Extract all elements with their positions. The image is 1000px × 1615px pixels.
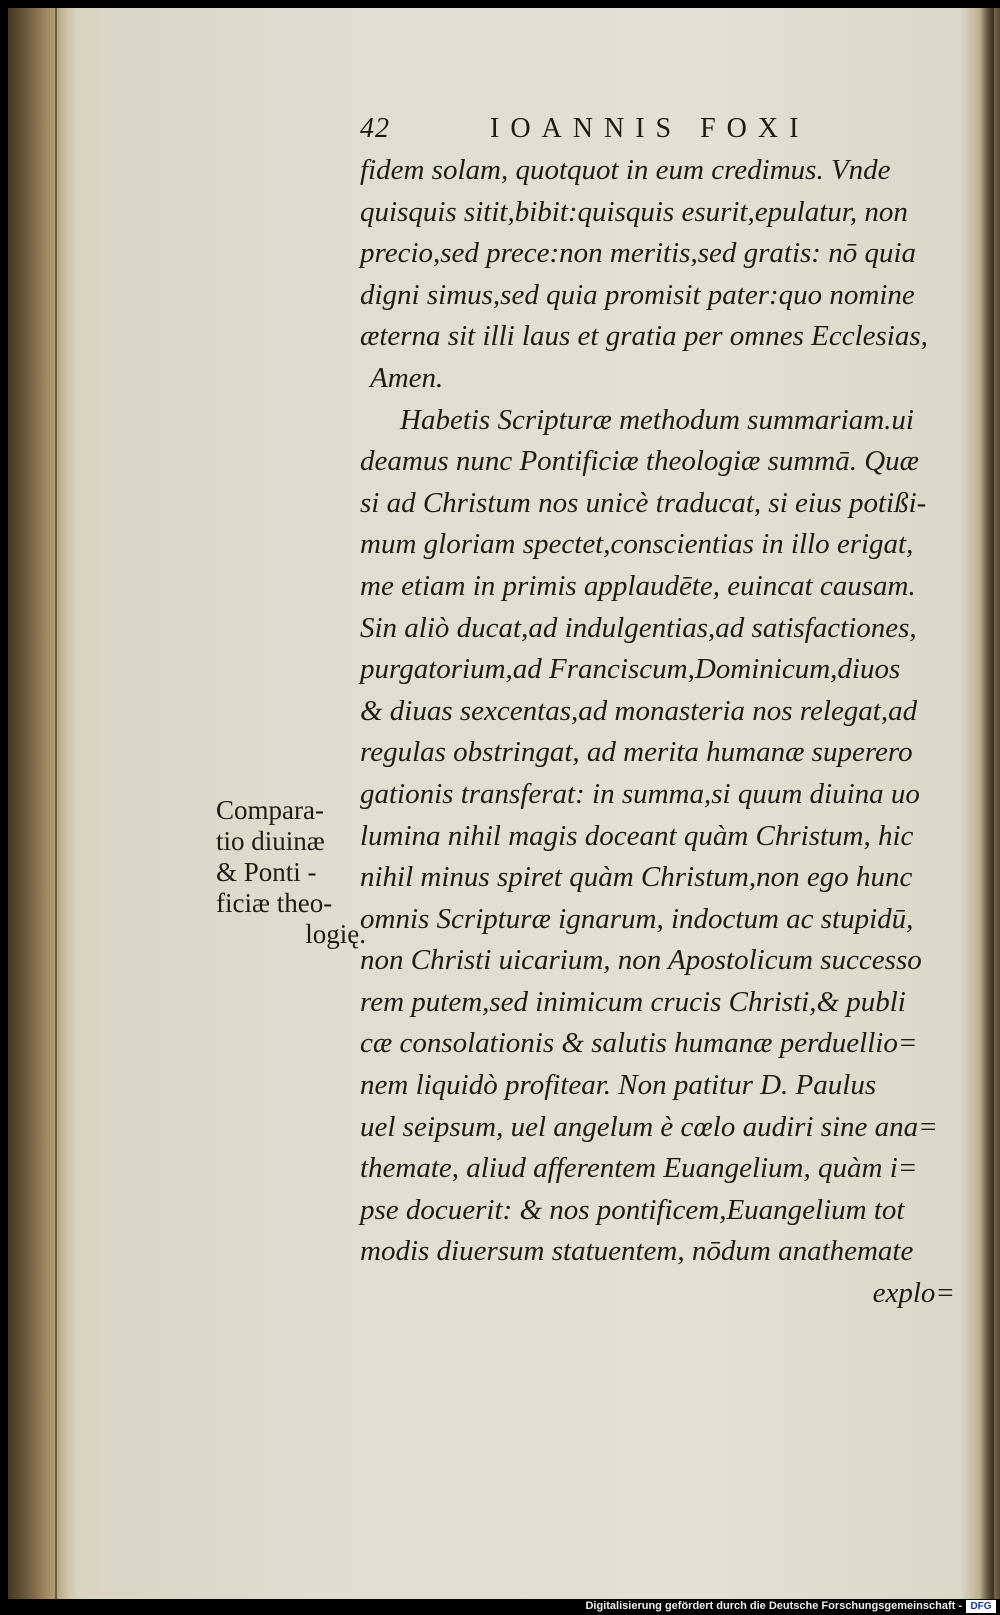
text-line: omnis Scripturæ ignarum, indoctum ac stupidū, [360,902,914,935]
text-line: æterna sit illi laus et gratia per omnes Ecclesias, [360,320,928,353]
text-line: me etiam in primis applaudēte, euincat causam. [360,569,916,602]
text-line: uel seipsum, uel angelum è cœlo audiri sine ana= [360,1110,938,1143]
text-line: & diuas sexcentas,ad monasteria nos relegat,ad [360,694,918,727]
margin-note-line: tio diuinæ [216,826,325,856]
text-line: non Christi uicarium, non Apostolicum successo [360,944,922,977]
page-header [360,113,950,153]
book-binding [8,8,68,1599]
text-line: cæ consolationis & salutis humanæ perduellio= [360,1027,918,1060]
text-line: nihil minus spiret quàm Christum,non ego hunc [360,861,913,894]
text-line: fidem solam, quotquot in eum credimus. Vnde [360,154,891,186]
text-line: regulas obstringat, ad merita humanæ superero [360,736,913,769]
text-line: deamus nunc Pontificiæ theologiæ summā. Quæ [360,445,920,478]
page-number: 42 [360,113,390,144]
text-line: digni simus,sed quia promisit pater:quo nomine [360,278,915,311]
text-line: pse docuerit: & nos pontificem,Euangelium tot [360,1193,905,1226]
margin-note-line: Compara- [216,795,324,825]
text-line: purgatorium,ad Franciscum,Dominicum,diuos [360,653,901,686]
text-line: nem liquidò profitear. Non patitur D. Paulus [360,1069,877,1102]
margin-note [216,795,366,950]
footer-bar [0,1599,1000,1615]
text-line: Habetis Scripturæ methodum summariam.ui [400,403,914,436]
margin-note-line: & Ponti - [216,857,317,887]
page-edge [55,8,57,1599]
running-head: IOANNIS FOXI [490,113,810,144]
text-line: modis diuersum statuentem, nōdum anathemate [360,1235,914,1268]
text-line: mum gloriam spectet,conscientias in illo erigat, [360,528,914,561]
footer-credit: Digitalisierung gefördert durch die Deutsche Forschungsgemeinschaft - [585,1600,962,1612]
text-line: lumina nihil magis doceant quàm Christum, hic [360,819,914,852]
page-right-edge [980,8,994,1599]
text-line: Sin aliò ducat,ad indulgentias,ad satisfactiones, [360,611,917,644]
dfg-logo: DFG [966,1600,996,1613]
text-line: Amen. [370,361,444,394]
text-line: rem putem,sed inimicum crucis Christi,& publi [360,985,906,1018]
catchword: explo= [872,1277,955,1310]
margin-note-line: ficiæ theo- [216,888,333,918]
body-text [360,150,955,1315]
margin-note-line: logię. [305,919,366,949]
text-line: quisquis sitit,bibit:quisquis esurit,epulatur, non [360,195,908,228]
text-line: gationis transferat: in summa,si quum diuina uo [360,777,920,810]
text-line: themate, aliud afferentem Euangelium, quàm i= [360,1152,918,1185]
text-line: precio,sed prece:non meritis,sed gratis: nō quia [360,237,917,270]
text-line: si ad Christum nos unicè traducat, si eius potißi- [360,486,927,519]
